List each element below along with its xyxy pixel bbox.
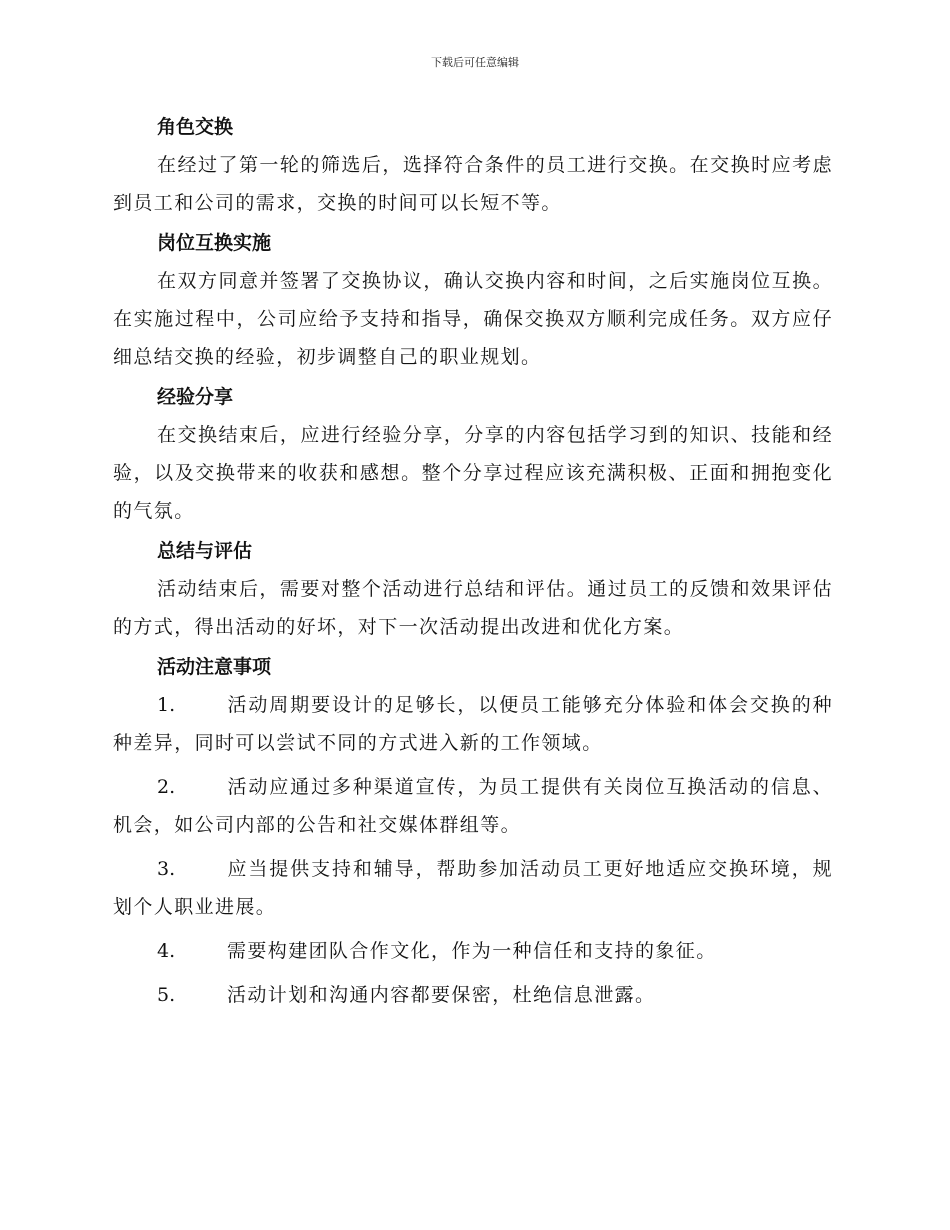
list-item-number: 3. — [157, 858, 176, 880]
section-heading-summary: 总结与评估 — [157, 540, 253, 562]
list-item — [113, 932, 833, 970]
list-item-number: 4. — [157, 940, 176, 962]
section-heading-role-exchange: 角色交换 — [157, 116, 234, 138]
list-item-text: 活动周期要设计的足够长，以便员工能够充分体验和体会交换的种种差异，同时可以尝试不同的方式进入新的工作领域。 — [113, 694, 833, 754]
list-item-number: 5. — [157, 984, 176, 1006]
list-item-number: 1. — [157, 694, 176, 716]
list-item-text: 活动应通过多种渠道宣传，为员工提供有关岗位互换活动的信息、机会，如公司内部的公告和社交媒体群组等。 — [113, 776, 833, 836]
page-header: 下载后可任意编辑 — [431, 56, 519, 69]
list-item — [113, 686, 833, 762]
section-heading-job-rotation: 岗位互换实施 — [157, 232, 272, 254]
section-heading-notes: 活动注意事项 — [157, 656, 272, 678]
list-item-text: 活动计划和沟通内容都要保密，杜绝信息泄露。 — [227, 984, 656, 1006]
section-paragraph-experience-sharing: 在交换结束后，应进行经验分享，分享的内容包括学习到的知识、技能和经验，以及交换带来的收获和感想。整个分享过程应该充满积极、正面和拥抱变化的气氛。 — [113, 424, 833, 522]
section-paragraph-role-exchange: 在经过了第一轮的筛选后，选择符合条件的员工进行交换。在交换时应考虑到员工和公司的需求，交换的时间可以长短不等。 — [113, 154, 833, 214]
section-paragraph-summary: 活动结束后，需要对整个活动进行总结和评估。通过员工的反馈和效果评估的方式，得出活动的好坏，对下一次活动提出改进和优化方案。 — [113, 578, 833, 638]
list-item-text: 应当提供支持和辅导，帮助参加活动员工更好地适应交换环境，规划个人职业进展。 — [113, 858, 833, 918]
list-item-number: 2. — [157, 776, 176, 798]
section-heading-experience-sharing: 经验分享 — [157, 386, 234, 408]
document-body — [113, 108, 833, 1020]
section-paragraph-job-rotation: 在双方同意并签署了交换协议，确认交换内容和时间，之后实施岗位互换。在实施过程中，公司应给予支持和指导，确保交换双方顺利完成任务。双方应仔细总结交换的经验，初步调整自己的职业规划。 — [113, 270, 833, 368]
list-item — [113, 976, 833, 1014]
list-item-text: 需要构建团队合作文化，作为一种信任和支持的象征。 — [227, 940, 717, 962]
list-item — [113, 768, 833, 844]
list-item — [113, 850, 833, 926]
